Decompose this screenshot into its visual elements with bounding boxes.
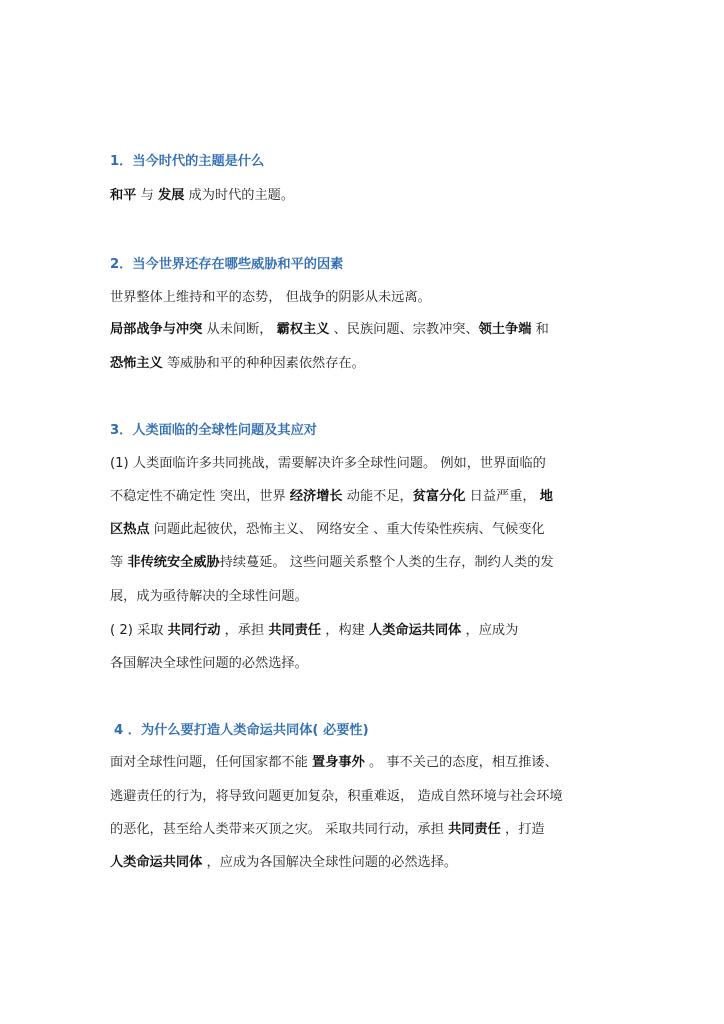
key-term: 共同责任 <box>268 623 322 638</box>
body-text: 世界整体上维持和平的态势， 但战争的阴影从未远离。 <box>110 290 431 305</box>
body-text: 和 <box>531 322 549 337</box>
paragraph-line <box>110 287 431 309</box>
body-text: ，应成为 <box>461 623 519 638</box>
key-term: 霸权主义 <box>276 322 330 337</box>
section-heading-1: 1．当今时代的主题是什么 <box>110 154 265 169</box>
paragraph-line <box>110 819 545 841</box>
paragraph-line <box>110 653 308 675</box>
key-term: 人类命运共同体 <box>369 623 462 638</box>
paragraph-line <box>110 786 563 808</box>
key-term: 共同行动 <box>167 623 221 638</box>
paragraph-line <box>110 852 457 874</box>
body-text: 问题此起彼伏，恐怖主义、 网络安全 、重大传染性疾病、气候变化 <box>149 522 545 537</box>
body-text: 展，成为亟待解决的全球性问题。 <box>110 589 308 604</box>
key-term: 人类命运共同体 <box>110 855 203 870</box>
section-heading-3: 3．人类面临的全球性问题及其应对 <box>110 423 317 438</box>
paragraph-line <box>110 752 558 774</box>
body-text: ，承担 <box>220 623 269 638</box>
key-term: 和平 <box>110 188 137 203</box>
paragraph-line <box>110 586 308 608</box>
body-text: 的恶化，甚至给人类带来灭顶之灾。 采取共同行动，承担 <box>110 822 449 837</box>
paragraph-line <box>110 519 545 541</box>
key-term: 经济增长 <box>289 489 343 504</box>
body-text: 、民族问题、宗教冲突、 <box>329 322 479 337</box>
body-text: ，应成为各国解决全球性问题的必然选择。 <box>202 855 458 870</box>
key-term: 共同责任 <box>448 822 501 837</box>
paragraph-line <box>110 552 554 574</box>
body-text: 逃避责任的行为，将导致问题更加复杂，积重难返， 造成自然环境与社会环境 <box>110 789 563 804</box>
paragraph-line <box>110 319 549 341</box>
body-text: ( 2) 采取 <box>110 623 168 638</box>
body-text: 。 事不关己的态度，相互推诿、 <box>364 755 558 770</box>
body-text: ，构建 <box>321 623 370 638</box>
key-term: 地 <box>539 489 553 504</box>
body-text: 从未间断， <box>202 322 277 337</box>
body-text: (1) 人类面临许多共同挑战，需要解决许多全球性问题。 例如，世界面临的 <box>110 456 546 471</box>
body-text: 面对全球性问题，任何国家都不能 <box>110 755 313 770</box>
paragraph-line <box>110 185 294 207</box>
paragraph-line <box>110 353 365 375</box>
key-term: 局部战争与冲突 <box>110 322 203 337</box>
key-term: 贫富分化 <box>412 489 466 504</box>
key-term: 非传统安全威胁 <box>127 555 220 570</box>
body-text: 与 <box>136 188 158 203</box>
paragraph-line <box>110 620 518 642</box>
body-text: ，打造 <box>500 822 545 837</box>
paragraph-line <box>110 486 553 508</box>
body-text: 不稳定性不确定性 突出，世界 <box>110 489 290 504</box>
body-text: 各国解决全球性问题的必然选择。 <box>110 656 308 671</box>
key-term: 恐怖主义 <box>110 356 163 371</box>
section-heading-4: 4 ．为什么要打造人类命运共同体( 必要性) <box>114 723 369 738</box>
section-heading-2: 2．当今世界还存在哪些威胁和平的因素 <box>110 257 344 272</box>
body-text: 持续蔓延。 这些问题关系整个人类的生存，制约人类的发 <box>219 555 554 570</box>
key-term: 领土争端 <box>478 322 532 337</box>
body-text: 等 <box>110 555 128 570</box>
key-term: 置身事外 <box>312 755 365 770</box>
body-text: 成为时代的主题。 <box>184 188 295 203</box>
body-text: 日益严重， <box>465 489 540 504</box>
key-term: 区热点 <box>110 522 150 537</box>
paragraph-line <box>110 453 546 475</box>
key-term: 发展 <box>157 188 185 203</box>
body-text: 动能不足， <box>342 489 413 504</box>
body-text: 等威胁和平的种种因素依然存在。 <box>162 356 365 371</box>
